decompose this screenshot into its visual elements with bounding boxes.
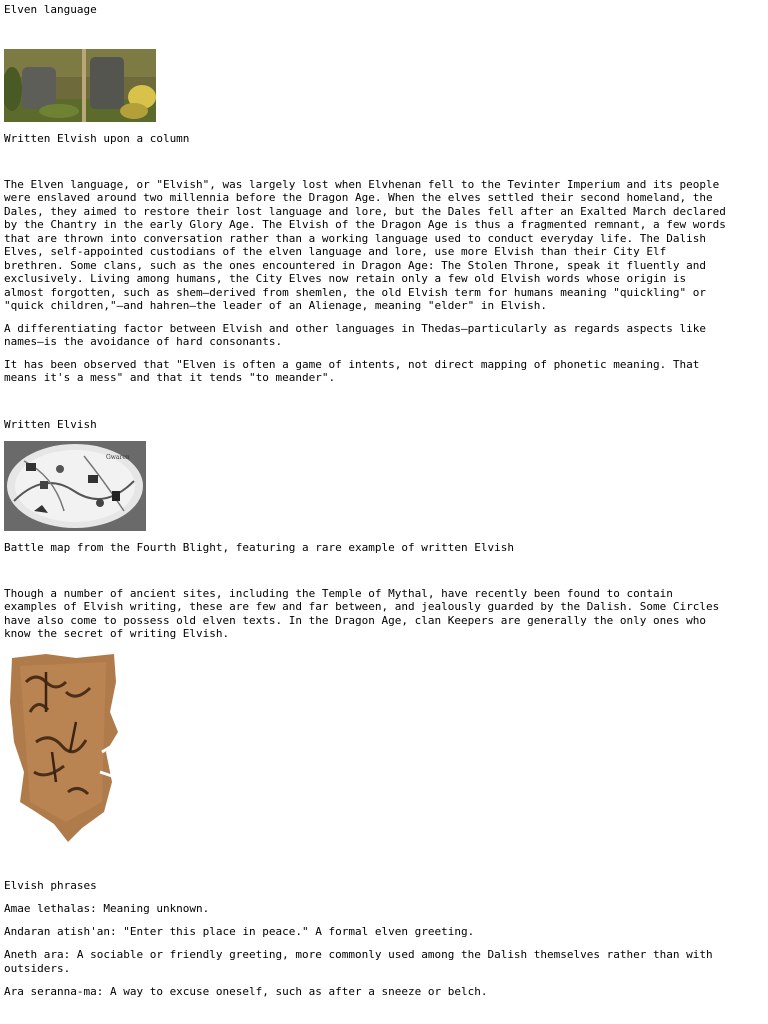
- elvish-phrases-heading: Elvish phrases: [4, 879, 97, 892]
- text-line: have also come to possess old elven texts. In the Dragon Age, clan Keepers are generally the only ones who: [4, 614, 706, 627]
- text-line: by the Chantry in the early Glory Age. The Elvish of the Dragon Age is thus a fragmented remnant, a few words: [4, 218, 726, 231]
- text-line: Elves, self-appointed custodians of the elven language and lore, use more Elvish than their City Elf: [4, 245, 667, 258]
- battle-map-caption: Battle map from the Fourth Blight, featuring a rare example of written Elvish: [4, 541, 514, 554]
- elvish-parchment-image: [6, 652, 120, 844]
- phrase-entry: Aneth ara: A sociable or friendly greeting, more commonly used among the Dalish themselves rather than with: [4, 948, 713, 961]
- phrase-entry: Andaran atish'an: "Enter this place in peace." A formal elven greeting.: [4, 925, 475, 938]
- text-line: A differentiating factor between Elvish and other languages in Thedas—particularly as regards aspects like: [4, 322, 706, 335]
- text-line: Dales, they aimed to restore their lost language and lore, but the Dales fell after an Exalted March declared: [4, 205, 726, 218]
- text-line: were enslaved around two millennia before the Dragon Age. When the elves settled their second homeland, the: [4, 191, 713, 204]
- text-line: brethren. Some clans, such as the ones encountered in Dragon Age: The Stolen Throne, speak it fluently and: [4, 259, 706, 272]
- text-line: exclusively. Living among humans, the City Elves now retain only a few old Elvish words whose origin is: [4, 272, 687, 285]
- phrase-entry: Amae lethalas: Meaning unknown.: [4, 902, 210, 915]
- text-line: Though a number of ancient sites, including the Temple of Mythal, have recently been found to contain: [4, 587, 673, 600]
- phrase-entry-continued: outsiders.: [4, 962, 71, 975]
- text-line: almost forgotten, such as shem—derived from shemlen, the old Elvish term for humans meaning "quickling" or: [4, 286, 706, 299]
- text-line: examples of Elvish writing, these are few and far between, and jealously guarded by the Dalish. Some Circles: [4, 600, 720, 613]
- written-elvish-heading: Written Elvish: [4, 418, 97, 431]
- phrase-entry: Ara seranna-ma: A way to excuse oneself, such as after a sneeze or belch.: [4, 985, 488, 998]
- page-title: Elven language: [4, 3, 97, 16]
- text-line: "quick children,"—and hahren—the leader of an Alienage, meaning "elder" in Elvish.: [4, 299, 548, 312]
- column-image: [4, 49, 156, 122]
- text-line: that are thrown into conversation rather than a working language used to conduct everyday life. The Dalish: [4, 232, 706, 245]
- text-line: names—is the avoidance of hard consonants.: [4, 335, 283, 348]
- battle-map-image: [4, 441, 146, 531]
- battle-map-label: Gwaren: [106, 454, 130, 461]
- text-line: It has been observed that "Elven is often a game of intents, not direct mapping of phonetic meaning. That: [4, 358, 700, 371]
- text-line: know the secret of writing Elvish.: [4, 627, 230, 640]
- column-image-caption: Written Elvish upon a column: [4, 132, 190, 145]
- text-line: means it's a mess" and that it tends "to meander".: [4, 371, 336, 384]
- text-line: The Elven language, or "Elvish", was largely lost when Elvhenan fell to the Tevinter Imperium and its people: [4, 178, 720, 191]
